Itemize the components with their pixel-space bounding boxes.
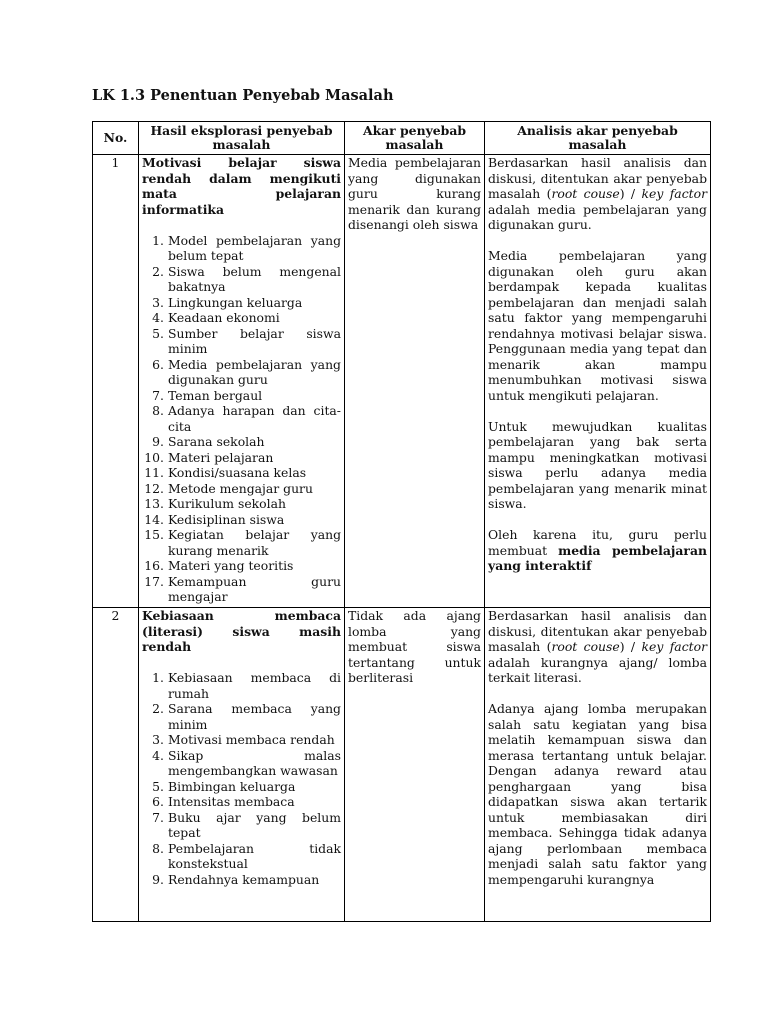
list-item-text: Lingkungan keluarga [168,294,303,310]
header-analysis: Analisis akar penyebab masalah [485,122,711,155]
list-item [142,527,341,558]
list-item-number: 15. [144,527,164,542]
list-item-text: Intensitas membaca [168,794,295,809]
list-item-text: Adanya harapan dan cita-cita [168,403,341,434]
cause-list [142,670,341,887]
list-item-number: 3. [152,732,164,747]
list-item-number: 7. [152,809,164,825]
list-item-number: 6. [152,356,164,372]
list-item-text: Kedisiplinan siswa [168,511,285,527]
exploration-cell: Kebiasaan membaca (literasi) siswa masih rendah 1. Kebiasaan membaca di rumah 2. Sarana membaca yang minim 3. Motivasi membaca rendah 4. Sikap malas mengembangkan wawasan 5. Bimbingan keluarga 6. Intensitas membaca 7. Buku ajar yang belum tepat 8. Pembelajaran tidak konstekstual 9. Rendahnya kemampuan [139,608,345,922]
list-item [142,326,341,357]
page-title: LK 1.3 Penentuan Penyebab Masalah [92,87,394,104]
exploration-cell: Motivasi belajar siswa rendah dalam mengikuti mata pelajaran informatika 1. Model pembelajaran yang belum tepat 2. Siswa belum mengenal bakatnya 3. Lingkungan keluarga 4. Keadaan ekonomi 5. Sumber belajar siswa minim 6. Media pembelajaran yang digunakan guru 7. Teman bergaul 8. Adanya harapan dan cita-cita 9. Sarana sekolah 10. Materi pelajaran 11. Kondisi/suasana kelas 12. Metode mengajar guru 13. Kurikulum sekolah 14. Kedisiplinan siswa 15. Kegiatan belajar yang kurang menarik 16. Materi yang teoritis 17. Kemampuan guru mengajar [139,155,345,608]
list-item-text: Kegiatan belajar yang kurang menarik [168,527,341,558]
root-cause-cell: Tidak ada ajang lomba yang membuat siswa tertantang untuk berliterasi [345,608,485,922]
list-item-number: 2. [152,701,164,716]
list-item-number: 8. [152,403,164,418]
problem-heading: Motivasi belajar siswa rendah dalam mengikuti mata pelajaran [142,155,341,201]
list-item [142,496,341,512]
list-item [142,450,341,466]
list-item-text: Bimbingan keluarga [168,778,296,794]
list-item [142,779,341,795]
list-item [142,558,341,574]
list-item-number: 4. [152,747,164,763]
list-item [142,841,341,872]
list-item-text: Siswa belum mengenal bakatnya [168,263,341,294]
list-item [142,465,341,481]
problem-heading: Kebiasaan membaca (literasi) siswa masih [142,608,341,639]
row-number: 1 [93,155,139,608]
list-item-text: Media pembelajaran yang digunakan guru [168,356,341,387]
list-item-number: 1. [152,232,164,248]
list-item-number: 16. [144,558,164,573]
list-item-text: Materi pelajaran [168,449,274,465]
list-item [142,481,341,497]
table-header-row [93,122,711,155]
list-item-text: Sikap malas mengembangkan wawasan [168,747,341,778]
list-item-number: 5. [152,778,164,794]
list-item [142,810,341,841]
header-root-cause: Akar penyebab masalah [345,122,485,155]
list-item [142,403,341,434]
list-item [142,310,341,326]
list-item-text: Sarana sekolah [168,434,265,449]
list-item-text: Metode mengajar guru [168,480,313,496]
list-item [142,872,341,888]
list-item-text: Kondisi/suasana kelas [168,465,307,480]
header-exploration: Hasil eksplorasi penyebab masalah [139,122,345,155]
list-item-number: 9. [152,434,164,449]
list-item-number: 13. [144,496,164,511]
list-item-text: Teman bergaul [168,387,263,403]
list-item-text: Model pembelajaran yang belum tepat [168,232,341,263]
list-item-number: 11. [144,465,164,480]
list-item-text: Kurikulum sekolah [168,496,286,511]
list-item-number: 6. [152,794,164,809]
table-row [93,155,711,608]
row-number: 2 [93,608,139,922]
list-item-number: 2. [152,263,164,279]
list-item [142,434,341,450]
list-item-number: 12. [144,480,164,496]
root-cause-cell: Media pembelajaran yang digunakan guru kurang menarik dan kurang disenangi oleh siswa [345,155,485,608]
list-item-text: Sarana membaca yang minim [168,701,341,732]
list-item-number: 4. [152,310,164,325]
list-item-text: Kemampuan guru mengajar [168,573,341,604]
cause-list [142,233,341,605]
list-item-text: Rendahnya kemampuan [168,871,320,887]
list-item [142,574,341,605]
list-item-number: 7. [152,387,164,403]
list-item-text: Keadaan ekonomi [168,310,280,325]
list-item [142,388,341,404]
list-item-text: Sumber belajar siswa minim [168,325,341,356]
list-item [142,264,341,295]
list-item-number: 5. [152,325,164,341]
list-item-number: 17. [144,573,164,589]
list-item-text: Kebiasaan membaca di rumah [168,670,341,701]
list-item [142,512,341,528]
list-item-number: 1. [152,670,164,685]
list-item-number: 8. [152,840,164,856]
header-no: No. [93,122,139,155]
list-item-text: Motivasi membaca rendah [168,732,335,747]
analysis-cell: Berdasarkan hasil analisis dan diskusi, ditentukan akar penyebab masalah (root couse) / key factor adalah media pembelajaran yang digunakan guru. Media pembelajaran yang digunakan oleh guru akan berdampak kepada kualitas pembelajaran dan menjadi salah satu faktor yang mempengaruhi rendahnya motivasi belajar siswa. Penggunaan media yang tepat dan menarik akan mampu menumbuhkan motivasi siswa untuk mengikuti pelajaran. Untuk mewujudkan kualitas pembelajaran yang bak serta mampu meningkatkan motivasi siswa perlu adanya media pembelajaran yang menarik minat siswa. Oleh karena itu, guru perlu membuat media pembelajaran yang interaktif [485,155,711,608]
list-item [142,295,341,311]
list-item [142,670,341,701]
list-item-number: 14. [144,511,164,527]
list-item-number: 3. [152,294,164,310]
list-item-text: Buku ajar yang belum tepat [168,809,341,840]
analysis-cell: Berdasarkan hasil analisis dan diskusi, ditentukan akar penyebab masalah (root couse) / key factor adalah kurangnya ajang/ lomba terkait literasi. Adanya ajang lomba merupakan salah satu kegiatan yang bisa melatih kemampuan siswa dan merasa tertantang untuk belajar. Dengan adanya reward atau penghargaan yang bisa didapatkan siswa akan tertarik untuk membiasakan diri membaca. Sehingga tidak adanya ajang perlombaan membaca menjadi salah satu faktor yang mempengaruhi kurangnya [485,608,711,922]
list-item [142,748,341,779]
list-item [142,233,341,264]
list-item-number: 10. [144,449,164,465]
list-item [142,732,341,748]
table-row [93,608,711,922]
list-item-text: Pembelajaran tidak konstekstual [168,840,341,871]
list-item [142,701,341,732]
cause-analysis-table [92,121,711,922]
list-item-number: 9. [152,871,164,887]
list-item [142,357,341,388]
list-item [142,794,341,810]
list-item-text: Materi yang teoritis [168,558,294,573]
